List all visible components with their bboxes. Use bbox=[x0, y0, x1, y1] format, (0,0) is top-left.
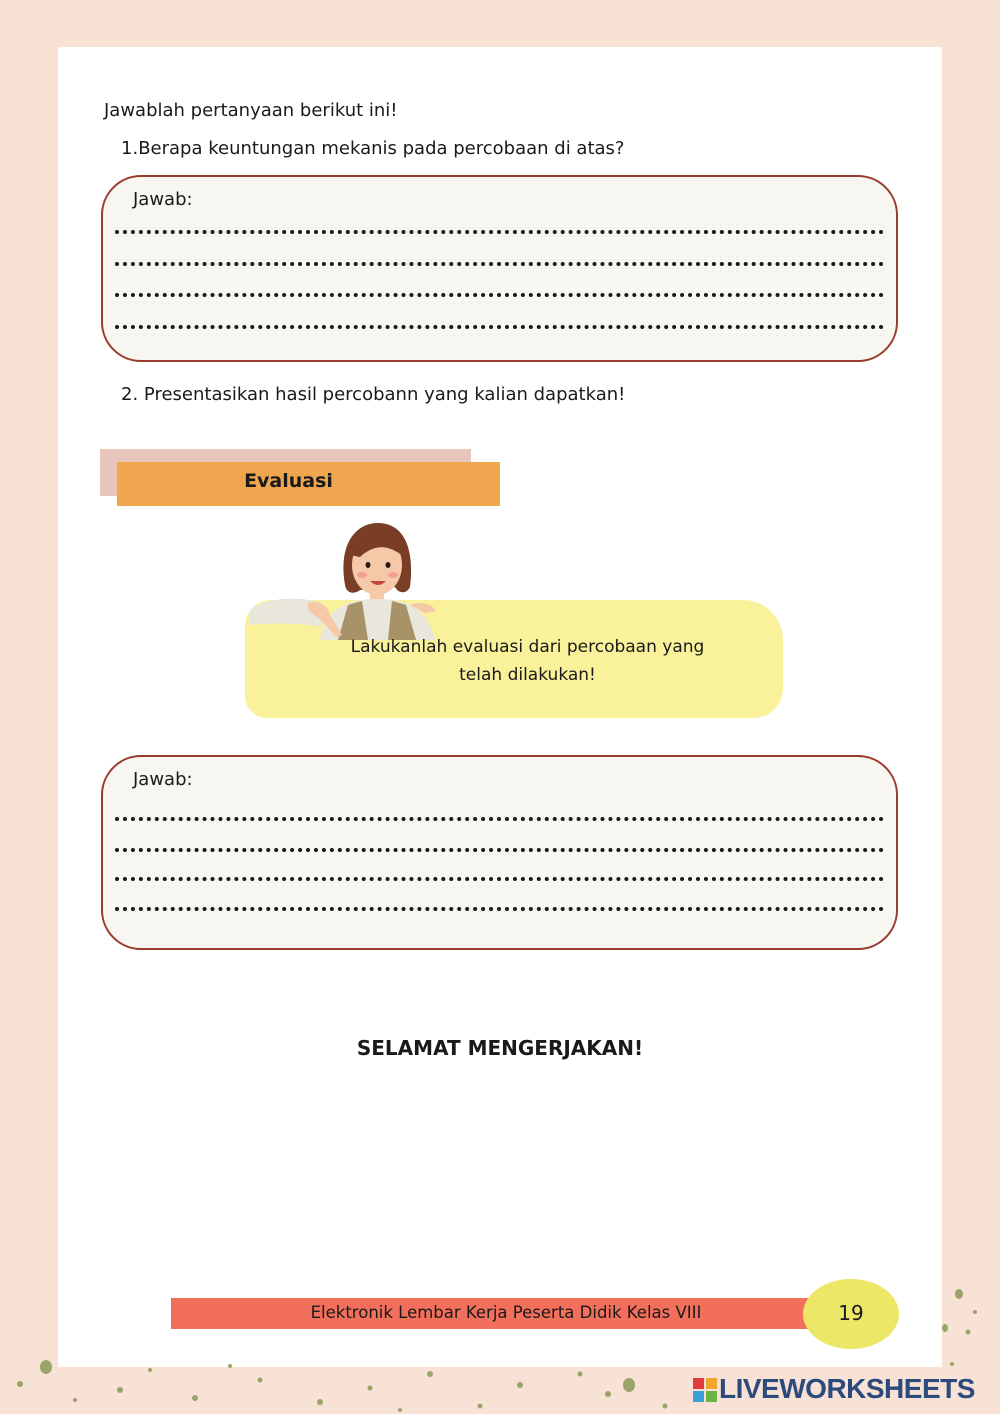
answer-line[interactable] bbox=[115, 262, 884, 266]
watermark-text: LIVEWORKSHEETS bbox=[719, 1373, 975, 1404]
answer-line[interactable] bbox=[115, 293, 884, 297]
answer-box-2[interactable] bbox=[101, 755, 898, 950]
question-number: 1. bbox=[121, 138, 139, 159]
page-number: 19 bbox=[838, 1301, 864, 1325]
closing-message: SELAMAT MENGERJAKAN! bbox=[356, 1036, 644, 1060]
answer-line[interactable] bbox=[115, 230, 884, 234]
answer-line[interactable] bbox=[115, 325, 884, 329]
answer-line[interactable] bbox=[115, 877, 884, 881]
teacher-illustration bbox=[250, 515, 450, 640]
bubble-line-2: telah dilakukan! bbox=[459, 665, 596, 685]
instruction-text: Jawablah pertanyaan berikut ini! bbox=[104, 100, 398, 121]
answer-label: Jawab: bbox=[133, 189, 193, 210]
answer-line[interactable] bbox=[115, 848, 884, 852]
answer-label: Jawab: bbox=[133, 769, 193, 790]
liveworksheets-logo-icon bbox=[693, 1378, 717, 1402]
bubble-text bbox=[300, 633, 755, 689]
bubble-line-1: Lakukanlah evaluasi dari percobaan yang bbox=[350, 637, 705, 657]
question-text: Presentasikan hasil percobann yang kalian dapatkan! bbox=[143, 384, 626, 405]
answer-line[interactable] bbox=[115, 817, 884, 821]
question-2 bbox=[121, 384, 625, 405]
answer-box-1[interactable] bbox=[101, 175, 898, 362]
question-1 bbox=[121, 138, 624, 159]
liveworksheets-watermark[interactable] bbox=[693, 1373, 993, 1409]
question-number: 2. bbox=[121, 384, 139, 405]
question-text: Berapa keuntungan mekanis pada percobaan di atas? bbox=[138, 138, 625, 159]
answer-line[interactable] bbox=[115, 907, 884, 911]
section-title: Evaluasi bbox=[244, 470, 333, 492]
footer-text: Elektronik Lembar Kerja Peserta Didik Kelas VIII bbox=[310, 1303, 702, 1322]
